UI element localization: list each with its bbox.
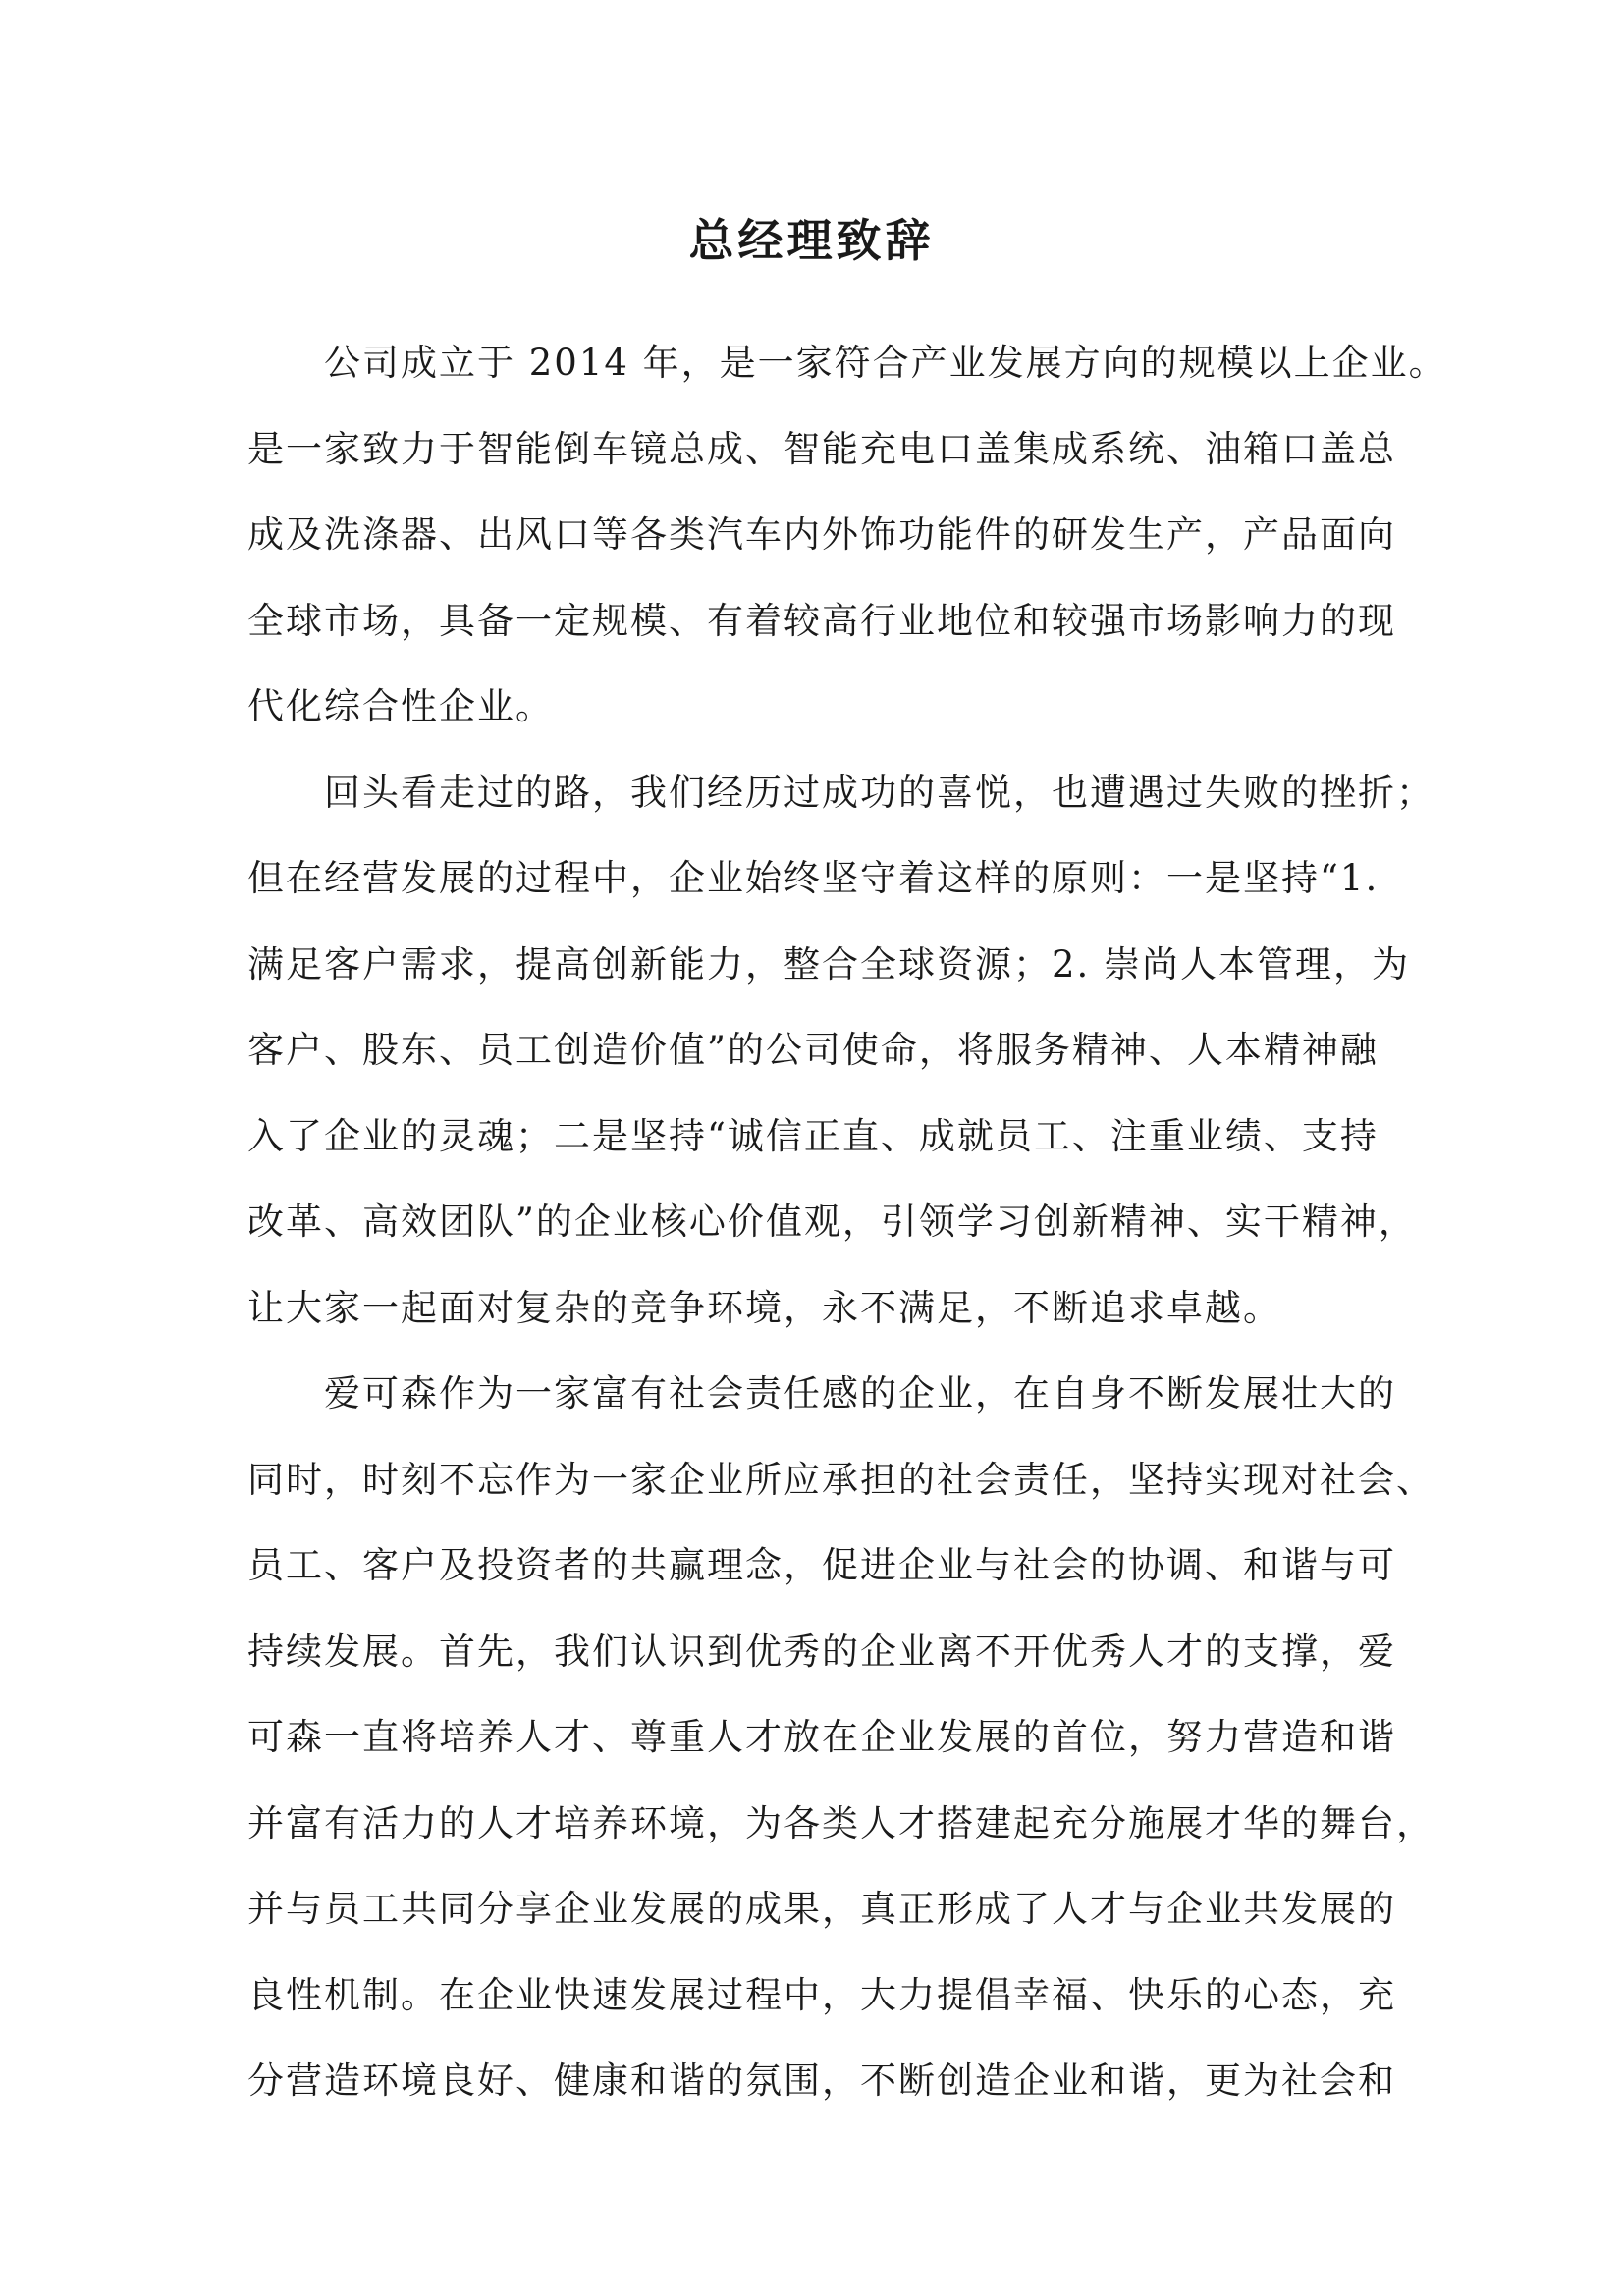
text-line: 但在经营发展的过程中，企业始终坚守着这样的原则：一是坚持“1. [247,857,1380,899]
text-line: 让大家一起面对复杂的竞争环境，永不满足，不断追求卓越。 [247,1286,1281,1329]
text-line: 是一家致力于智能倒车镜总成、智能充电口盖集成系统、油箱口盖总 [247,427,1396,470]
text-line: 良性机制。在企业快速发展过程中，大力提倡幸福、快乐的心态，充 [247,1973,1396,2016]
text-line: 分营造环境良好、健康和谐的氛围，不断创造企业和谐，更为社会和 [247,2059,1396,2102]
text-line: 并与员工共同分享企业发展的成果，真正形成了人才与企业共发展的 [247,1888,1396,1930]
paragraph [247,1351,1434,2124]
text-line: 并富有活力的人才培养环境，为各类人才搭建起充分施展才华的舞台， [247,1801,1434,1844]
text-line: 回头看走过的路，我们经历过成功的喜悦，也遭遇过失败的挫折； [324,771,1434,814]
text-line: 同时，时刻不忘作为一家企业所应承担的社会责任，坚持实现对社会、 [247,1458,1434,1501]
text-line: 爱可森作为一家富有社会责任感的企业，在自身不断发展壮大的 [324,1372,1396,1415]
text-line: 公司成立于 2014 年，是一家符合产业发展方向的规模以上企业。 [324,342,1447,384]
document-body [247,320,1447,2124]
text-line: 满足客户需求，提高创新能力，整合全球资源；2. 崇尚人本管理，为 [247,942,1411,986]
text-line: 改革、高效团队”的企业核心价值观，引领学习创新精神、实干精神， [247,1201,1417,1243]
text-line: 持续发展。首先，我们认识到优秀的企业离不开优秀人才的支撑，爱 [247,1629,1396,1673]
page-title: 总经理致辞 [688,214,935,267]
text-line: 成及洗涤器、出风口等各类汽车内外饰功能件的研发生产，产品面向 [247,513,1396,556]
paragraph [247,750,1434,1352]
text-line: 代化综合性企业。 [247,685,554,727]
text-line: 可森一直将培养人才、尊重人才放在企业发展的首位，努力营造和谐 [247,1716,1396,1758]
paragraph [247,320,1447,750]
text-line: 入了企业的灵魂；二是坚持“诚信正直、成就员工、注重业绩、支持 [247,1114,1379,1157]
text-line: 全球市场，具备一定规模、有着较高行业地位和较强市场影响力的现 [247,599,1396,642]
text-line: 客户、股东、员工创造价值”的公司使命，将服务精神、人本精神融 [247,1029,1379,1071]
text-line: 员工、客户及投资者的共赢理念，促进企业与社会的协调、和谐与可 [247,1544,1396,1586]
